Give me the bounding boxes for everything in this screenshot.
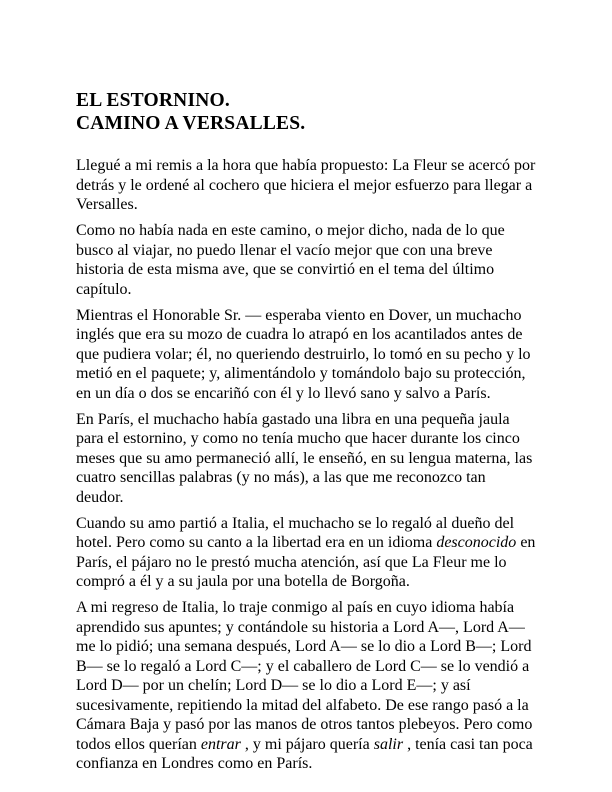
text-run: Mientras el Honorable Sr. — esperaba viento en Dover, un muchacho inglés que era su mozo de cuadra lo atrapó en los acantilados antes de que pudiera volar; él, no queriendo destruirlo, lo tomó en su pecho y lo metió en el paquete; y, alimentándolo y tomándolo bajo su protección, en un día o dos se encariñó con él y lo llevó sano y salvo a París. bbox=[76, 306, 531, 402]
text-run: En París, el muchacho había gastado una libra en una pequeña jaula para el estornino, y como no tenía mucho que hacer durante los cinco meses que su amo permaneció allí, le enseñó, en su lengua materna, las cuatro sencillas palabras (y no más), a las que me reconozco tan deudor. bbox=[76, 410, 533, 506]
title-line-2: CAMINO A VERSALLES. bbox=[76, 113, 306, 134]
page-content bbox=[76, 89, 536, 780]
text-run: Como no había nada en este camino, o mejor dicho, nada de lo que busco al viajar, no puedo llenar el vacío mejor que con una breve historia de esta misma ave, que se convirtió en el tema del último capítulo. bbox=[76, 222, 505, 298]
paragraph bbox=[76, 156, 536, 215]
italic-text-run: entrar bbox=[200, 735, 241, 753]
title-line-1: EL ESTORNINO. bbox=[76, 90, 230, 111]
paragraph bbox=[76, 514, 536, 592]
paragraph bbox=[76, 410, 536, 508]
text-run: Cuando su amo partió a Italia, el muchacho se lo regaló al dueño del hotel. Pero como su canto a la libertad era en un idioma bbox=[76, 514, 515, 551]
italic-text-run: desconocido bbox=[436, 534, 517, 551]
paragraph bbox=[76, 221, 536, 299]
text-run: en París, el pájaro no le prestó mucha atención, así que La Fleur me lo compró a él y a su jaula por una botella de Borgoña. bbox=[76, 534, 536, 590]
chapter-title bbox=[76, 89, 536, 135]
text-run: Llegué a mi remis a la hora que había propuesto: La Fleur se acercó por detrás y le ordené al cochero que hiciera el mejor esfuerzo para llegar a Versalles. bbox=[76, 157, 536, 213]
text-run: , y mi pájaro quería bbox=[240, 735, 374, 753]
paragraph bbox=[76, 598, 536, 774]
text-run: A mi regreso de Italia, lo traje conmigo al país en cuyo idioma había aprendido sus apuntes; y contándole su historia a Lord A—, Lord A— me lo pidió; una semana después, Lord A— se lo dio a Lord B—; Lord B— se lo regaló a Lord C—; y el caballero de Lord C— se lo vendió a Lord D— por un chelín; Lord D— se lo dio a Lord E—; y así sucesivamente, repitiendo la mitad del alfabeto. De ese rango pasó a la Cámara Baja y pasó por las manos de otros tantos plebeyos. Pero como todos ellos querían bbox=[76, 599, 533, 753]
text-run: , tenía casi tan poca confianza en Londres como en París. bbox=[76, 735, 533, 772]
body-text bbox=[76, 156, 536, 774]
paragraph bbox=[76, 306, 536, 404]
italic-text-run: salir bbox=[373, 735, 404, 753]
